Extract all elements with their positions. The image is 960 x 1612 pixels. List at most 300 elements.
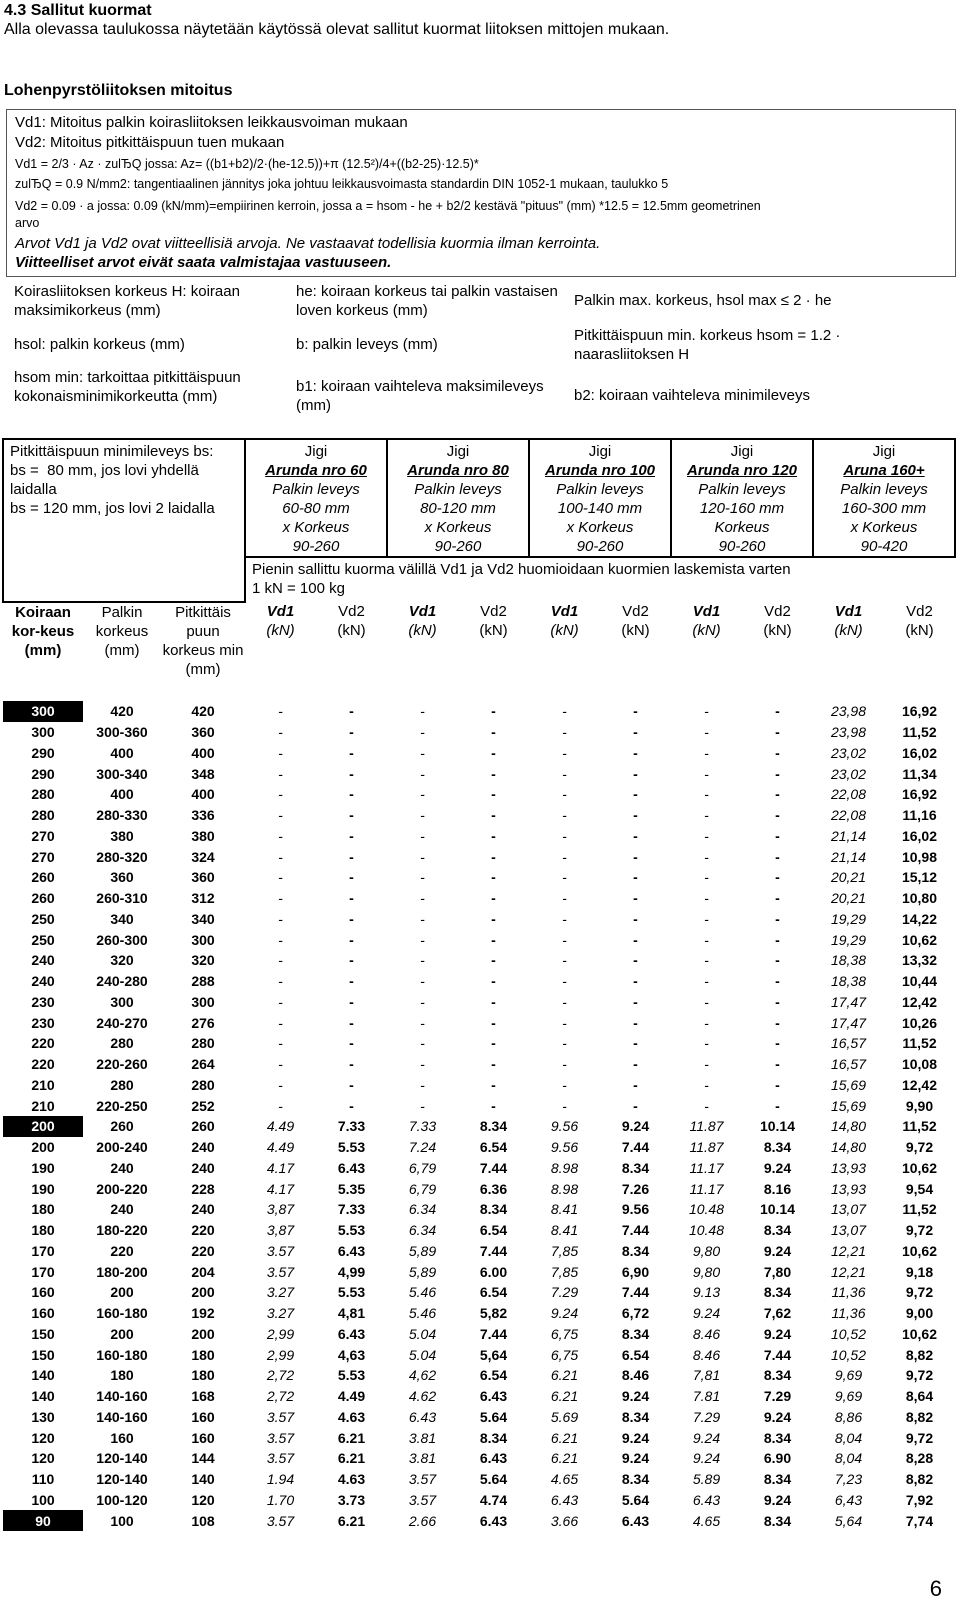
table-cell: 10,52 (830, 1346, 867, 1363)
table-cell: - (420, 910, 425, 927)
table-cell: 8.34 (763, 1139, 792, 1156)
table-cell: 6.21 (550, 1429, 579, 1446)
table-cell: 6.21 (550, 1450, 579, 1467)
table-cell: 5.53 (337, 1284, 366, 1301)
table-cell: 7.24 (408, 1139, 437, 1156)
table-cell: 6.43 (479, 1388, 508, 1405)
table-cell: 360 (191, 869, 215, 886)
table-cell: - (562, 724, 567, 741)
table-cell: 16,57 (830, 1056, 867, 1073)
table-cell: 6,72 (621, 1305, 650, 1322)
table-cell: 4.17 (266, 1159, 295, 1176)
table-cell: 230 (31, 993, 55, 1010)
table-cell: 19,29 (830, 931, 867, 948)
vd2-description: Vd2: Mitoitus pitkittäispuun tuen mukaan (15, 134, 285, 151)
table-cell: 300 (110, 993, 134, 1010)
table-cell: 9,80 (692, 1242, 721, 1259)
table-cell: 200 (31, 1139, 55, 1156)
table-cell: 8.34 (621, 1159, 650, 1176)
table-cell: 5,89 (408, 1263, 437, 1280)
table-cell: 288 (191, 973, 215, 990)
table-cell: 6.54 (621, 1346, 650, 1363)
col-vd2-160: Vd2 (kN) (905, 603, 934, 639)
table-cell: 8.34 (479, 1118, 508, 1135)
definitions (6, 278, 956, 433)
table-cell: 5.89 (692, 1471, 721, 1488)
jig-60: Jigi Arunda nro 60 Palkin leveys 60-80 mm x Korkeus 90-260 (245, 439, 387, 557)
table-cell: 200-220 (96, 1180, 148, 1197)
table-cell: - (349, 848, 354, 865)
table-cell: 9.24 (692, 1450, 721, 1467)
table-cell: 7.33 (337, 1201, 366, 1218)
table-cell: 10,44 (901, 973, 938, 990)
table-cell: 150 (31, 1346, 55, 1363)
table-cell: - (562, 910, 567, 927)
table-cell: - (562, 807, 567, 824)
table-cell: 9,90 (905, 1097, 934, 1114)
table-cell: 336 (191, 807, 215, 824)
vd1-formula: Vd1 = 2/3 · Az · zulЂQ jossa: Az= ((b1+b2)/2·(he-12.5))+π (12.5²)/4+((b2-25)·12.5)* (15, 157, 479, 171)
col-vd1-160: Vd1 (kN) (834, 603, 863, 639)
table-cell: - (775, 744, 780, 761)
table-cell: 9.24 (763, 1159, 792, 1176)
table-cell: - (491, 931, 496, 948)
table-cell: - (775, 1035, 780, 1052)
table-cell: - (278, 724, 283, 741)
table-cell: - (633, 1076, 638, 1093)
table-cell: 3.81 (408, 1450, 437, 1467)
table-cell: 17,47 (830, 1014, 867, 1031)
table-cell: 5.04 (408, 1346, 437, 1363)
col-vd1-60: Vd1 (kN) (266, 603, 295, 639)
table-cell: 220-260 (96, 1056, 148, 1073)
table-cell: 5.53 (337, 1139, 366, 1156)
table-cell: - (278, 890, 283, 907)
table-cell: 16,57 (830, 1035, 867, 1052)
table-cell: - (704, 1097, 709, 1114)
table-cell: - (562, 973, 567, 990)
table-cell: 4,63 (337, 1346, 366, 1363)
table-cell: 280 (191, 1076, 215, 1093)
table-cell: - (420, 827, 425, 844)
table-cell: - (278, 786, 283, 803)
table-cell: - (491, 869, 496, 886)
col-vd1-80: Vd1 (kN) (408, 603, 437, 639)
table-cell: 9,69 (834, 1367, 863, 1384)
table-cell: 7.29 (763, 1388, 792, 1405)
table-cell: 210 (31, 1097, 55, 1114)
table-cell: 10,52 (830, 1325, 867, 1342)
table-cell: 7,81 (692, 1367, 721, 1384)
table-cell: 6.21 (550, 1367, 579, 1384)
table-cell: 180 (110, 1367, 134, 1384)
table-cell: 13,07 (830, 1222, 867, 1239)
table-cell: 11.87 (689, 1139, 724, 1156)
table-row (3, 1054, 955, 1075)
table-cell: 9,80 (692, 1263, 721, 1280)
table-cell: 100 (31, 1491, 55, 1508)
table-cell: 10,08 (901, 1056, 938, 1073)
table-cell: 9,72 (905, 1429, 934, 1446)
table-cell: - (491, 1056, 496, 1073)
table-cell: - (349, 786, 354, 803)
table-cell: - (633, 952, 638, 969)
table-cell: 7.44 (479, 1159, 508, 1176)
table-cell: 160-180 (96, 1346, 148, 1363)
table-cell: - (278, 807, 283, 824)
def-he: he: koiraan korkeus tai palkin vastaisen loven korkeus (mm) (296, 283, 558, 319)
table-cell: 240-270 (96, 1014, 148, 1031)
table-cell: 160 (31, 1305, 55, 1322)
load-table (2, 438, 956, 1531)
table-cell: 5.64 (479, 1471, 508, 1488)
table-row (3, 1033, 955, 1054)
table-cell: - (633, 744, 638, 761)
table-cell: 9,69 (834, 1388, 863, 1405)
col-vd2-120: Vd2 (kN) (763, 603, 792, 639)
table-cell: 15,69 (830, 1076, 867, 1093)
table-cell: 260 (110, 1118, 134, 1135)
table-cell: - (349, 807, 354, 824)
table-cell: - (420, 869, 425, 886)
table-cell: 6.54 (479, 1222, 508, 1239)
table-cell: 12,42 (901, 993, 938, 1010)
table-cell: 6,75 (550, 1346, 579, 1363)
table-row (3, 1427, 955, 1448)
table-cell: 6.43 (337, 1325, 366, 1342)
table-cell: 3.66 (550, 1512, 579, 1529)
table-cell: 260-310 (96, 890, 148, 907)
table-row (3, 1386, 955, 1407)
table-cell: 140-160 (96, 1408, 148, 1425)
table-cell: 240 (31, 973, 55, 990)
table-cell: 4.17 (266, 1180, 295, 1197)
table-cell: - (420, 807, 425, 824)
table-row (3, 1158, 955, 1179)
table-cell: 280-320 (96, 848, 148, 865)
table-cell: - (704, 890, 709, 907)
table-cell: 6.34 (408, 1222, 437, 1239)
table-cell: 300 (31, 724, 55, 741)
table-cell: 240 (110, 1159, 134, 1176)
table-cell: 220 (31, 1056, 55, 1073)
table-cell: 120-140 (96, 1471, 148, 1488)
table-cell: 9.24 (621, 1450, 650, 1467)
table-cell: 260-300 (96, 931, 148, 948)
table-cell: 14,80 (830, 1139, 867, 1156)
table-cell: 9.24 (621, 1388, 650, 1405)
table-cell: 18,38 (830, 973, 867, 990)
table-cell: 11.17 (689, 1159, 724, 1176)
table-cell: - (562, 744, 567, 761)
table-cell: 160 (110, 1429, 134, 1446)
table-cell: 8,28 (905, 1450, 934, 1467)
table-cell: 7.33 (337, 1118, 366, 1135)
table-row (3, 929, 955, 950)
table-cell: 8,04 (834, 1450, 863, 1467)
table-cell: 260 (31, 890, 55, 907)
table-cell: 12,42 (901, 1076, 938, 1093)
table-cell: 11,16 (902, 807, 937, 824)
table-cell: 7.44 (763, 1346, 792, 1363)
table-cell: - (420, 973, 425, 990)
table-cell: - (775, 724, 780, 741)
table-cell: 320 (110, 952, 134, 969)
table-cell: 13,93 (830, 1159, 867, 1176)
table-cell: 11,34 (902, 765, 937, 782)
table-cell: - (775, 703, 780, 720)
table-cell: 228 (191, 1180, 215, 1197)
table-cell: 4.49 (266, 1139, 295, 1156)
zul-description: zulЂQ = 0.9 N/mm2: tangentiaalinen jännitys joka johtuu leikkausvoimasta standardin DIN 1052-1 mukaan, taulukko 5 (15, 177, 669, 191)
table-cell: 280-330 (96, 807, 148, 824)
table-cell: 100 (110, 1512, 134, 1529)
def-hsol: hsol: palkin korkeus (mm) (14, 336, 185, 353)
note-indicative: Arvot Vd1 ja Vd2 ovat viitteellisiä arvoja. Ne vastaavat todellisia kuormia ilman kerrointa. (15, 235, 601, 252)
table-cell: - (633, 1014, 638, 1031)
table-cell: 204 (191, 1263, 215, 1280)
table-cell: 9,72 (905, 1222, 934, 1239)
table-cell: 9.24 (621, 1118, 650, 1135)
jig-160: Jigi Aruna 160+ Palkin leveys 160-300 mm x Korkeus 90-420 (813, 439, 955, 557)
table-cell: 6.36 (479, 1180, 508, 1197)
table-cell: 220 (110, 1242, 134, 1259)
table-row (3, 909, 955, 930)
table-cell: - (278, 931, 283, 948)
table-row (3, 1510, 955, 1531)
min-width-note: Pitkittäispuun minimileveys bs: bs = 80 mm, jos lovi yhdellä laidalla bs = 120 mm, jos lovi 2 laidalla (3, 439, 245, 602)
table-cell: - (420, 724, 425, 741)
table-cell: - (420, 703, 425, 720)
table-cell: 3.81 (408, 1429, 437, 1446)
table-cell: - (491, 827, 496, 844)
table-cell: - (775, 952, 780, 969)
col-vd2-60: Vd2 (kN) (337, 603, 366, 639)
table-row (3, 1303, 955, 1324)
table-cell: 400 (191, 786, 215, 803)
table-cell: - (633, 890, 638, 907)
table-cell: 260 (191, 1118, 215, 1135)
table-cell: 10,98 (901, 848, 938, 865)
table-cell: - (278, 869, 283, 886)
table-cell: 90 (3, 1510, 83, 1531)
table-cell: 5,64 (479, 1346, 508, 1363)
table-row (3, 1469, 955, 1490)
table-cell: - (633, 765, 638, 782)
def-b: b: palkin leveys (mm) (296, 336, 438, 353)
jig-120: Jigi Arunda nro 120 Palkin leveys 120-160 mm Korkeus 90-260 (671, 439, 813, 557)
table-cell: 17,47 (830, 993, 867, 1010)
table-cell: - (349, 744, 354, 761)
table-cell: - (349, 1076, 354, 1093)
table-cell: - (491, 952, 496, 969)
def-hsol-max: Palkin max. korkeus, hsol max ≤ 2 · he (574, 292, 832, 309)
table-cell: - (633, 703, 638, 720)
table-cell: - (704, 952, 709, 969)
table-row (3, 1365, 955, 1386)
table-cell: 4.49 (337, 1388, 366, 1405)
table-cell: 6.21 (337, 1429, 366, 1446)
table-cell: 160 (191, 1408, 215, 1425)
table-row (3, 1448, 955, 1469)
table-cell: 18,38 (830, 952, 867, 969)
table-cell: 400 (110, 744, 134, 761)
table-cell: 276 (191, 1014, 215, 1031)
table-cell: 6,43 (834, 1491, 863, 1508)
table-cell: 348 (191, 765, 215, 782)
table-cell: 15,69 (830, 1097, 867, 1114)
table-cell: 110 (31, 1471, 55, 1488)
table-cell: 6,75 (550, 1325, 579, 1342)
table-cell: 6,90 (621, 1263, 650, 1280)
table-cell: 420 (110, 703, 134, 720)
table-cell: - (633, 869, 638, 886)
table-cell: 16,02 (901, 827, 938, 844)
vd1-description: Vd1: Mitoitus palkin koirasliitoksen leikkausvoiman mukaan (15, 114, 408, 131)
table-cell: - (278, 1035, 283, 1052)
table-cell: 3.57 (266, 1242, 295, 1259)
table-cell: - (278, 1076, 283, 1093)
table-row (3, 1075, 955, 1096)
table-cell: 252 (191, 1097, 215, 1114)
table-cell: - (349, 931, 354, 948)
table-cell: 270 (31, 827, 55, 844)
table-cell: - (278, 1056, 283, 1073)
table-cell: 8.34 (479, 1429, 508, 1446)
table-cell: 280 (110, 1076, 134, 1093)
table-cell: 7.33 (408, 1118, 437, 1135)
table-cell: - (562, 786, 567, 803)
table-cell: 8.46 (692, 1346, 721, 1363)
table-cell: 9.24 (763, 1491, 792, 1508)
col-pitkittais-korkeus: Pitkittäis puun korkeus min (mm) (162, 604, 244, 678)
table-cell: - (562, 931, 567, 948)
table-cell: 21,14 (830, 827, 867, 844)
table-cell: 6.43 (621, 1512, 650, 1529)
subtitle: Lohenpyrstöliitoksen mitoitus (4, 82, 233, 99)
table-cell: 4.63 (337, 1471, 366, 1488)
table-cell: 16,02 (901, 744, 938, 761)
table-cell: - (491, 848, 496, 865)
table-cell: 9.24 (763, 1325, 792, 1342)
table-cell: 2,72 (266, 1388, 295, 1405)
table-cell: 6.43 (550, 1491, 579, 1508)
table-cell: - (349, 724, 354, 741)
table-cell: 5.46 (408, 1305, 437, 1322)
table-row (3, 867, 955, 888)
table-cell: 9.13 (692, 1284, 721, 1301)
table-cell: - (420, 1076, 425, 1093)
table-cell: - (491, 910, 496, 927)
table-cell: 180 (191, 1346, 215, 1363)
table-cell: 23,02 (830, 744, 867, 761)
table-cell: - (704, 1056, 709, 1073)
table-cell: 160 (31, 1284, 55, 1301)
table-cell: 6.21 (337, 1450, 366, 1467)
table-cell: 3.57 (408, 1491, 437, 1508)
table-cell: 3.57 (266, 1512, 295, 1529)
col-vd1-120: Vd1 (kN) (692, 603, 721, 639)
table-cell: 11,52 (902, 1201, 937, 1218)
table-cell: - (704, 910, 709, 927)
table-cell: 5,89 (408, 1242, 437, 1259)
table-cell: - (491, 744, 496, 761)
table-cell: 290 (31, 765, 55, 782)
table-cell: - (491, 1097, 496, 1114)
table-cell: 4.65 (550, 1471, 579, 1488)
table-cell: - (704, 1035, 709, 1052)
table-cell: 210 (31, 1076, 55, 1093)
table-cell: - (562, 703, 567, 720)
table-cell: 220 (31, 1035, 55, 1052)
table-cell: 7.44 (479, 1325, 508, 1342)
table-cell: - (775, 869, 780, 886)
def-H: Koirasliitoksen korkeus H: koiraan maksimikorkeus (mm) (14, 283, 240, 319)
table-cell: 280 (31, 807, 55, 824)
table-cell: 4,62 (408, 1367, 437, 1384)
table-cell: 3.27 (266, 1305, 295, 1322)
table-cell: 13,32 (901, 952, 938, 969)
table-cell: 140 (31, 1388, 55, 1405)
table-cell: - (420, 1014, 425, 1031)
table-row (3, 1178, 955, 1199)
table-cell: 240 (191, 1201, 215, 1218)
table-cell: 23,02 (830, 765, 867, 782)
table-cell: - (420, 1035, 425, 1052)
table-cell: - (278, 848, 283, 865)
table-cell: 11,52 (902, 724, 937, 741)
table-cell: - (562, 952, 567, 969)
table-cell: 8.46 (621, 1367, 650, 1384)
table-row (3, 1116, 955, 1137)
table-cell: 8,64 (905, 1388, 934, 1405)
table-cell: - (775, 1076, 780, 1093)
table-cell: 280 (110, 1035, 134, 1052)
table-cell: 8,86 (834, 1408, 863, 1425)
table-cell: 10.48 (688, 1222, 725, 1239)
table-cell: - (633, 827, 638, 844)
table-cell: 6.54 (479, 1139, 508, 1156)
table-cell: 400 (110, 786, 134, 803)
table-row (3, 1220, 955, 1241)
table-cell: 280 (191, 1035, 215, 1052)
table-cell: - (633, 1035, 638, 1052)
table-cell: - (562, 1014, 567, 1031)
table-cell: 9,72 (905, 1284, 934, 1301)
table-cell: - (278, 973, 283, 990)
table-cell: 120 (191, 1491, 215, 1508)
table-cell: 11,36 (831, 1305, 866, 1322)
table-cell: 130 (31, 1408, 55, 1425)
table-cell: 220-250 (96, 1097, 148, 1114)
def-hsom-min: hsom min: tarkoittaa pitkittäispuun kokonaisminimikorkeutta (mm) (14, 369, 241, 405)
table-cell: 10,80 (901, 890, 938, 907)
table-cell: 7.81 (692, 1388, 721, 1405)
table-cell: 16,92 (901, 786, 938, 803)
table-cell: 9,72 (905, 1139, 934, 1156)
table-cell: - (491, 890, 496, 907)
table-cell: 4.49 (266, 1118, 295, 1135)
table-cell: 3.57 (266, 1408, 295, 1425)
table-row (3, 971, 955, 992)
table-cell: - (349, 910, 354, 927)
table-cell: 220 (191, 1222, 215, 1239)
table-cell: 7,80 (763, 1263, 792, 1280)
table-cell: 190 (31, 1159, 55, 1176)
jig-80: Jigi Arunda nro 80 Palkin leveys 80-120 mm x Korkeus 90-260 (387, 439, 529, 557)
table-cell: 8.98 (550, 1180, 579, 1197)
table-cell: - (278, 993, 283, 1010)
